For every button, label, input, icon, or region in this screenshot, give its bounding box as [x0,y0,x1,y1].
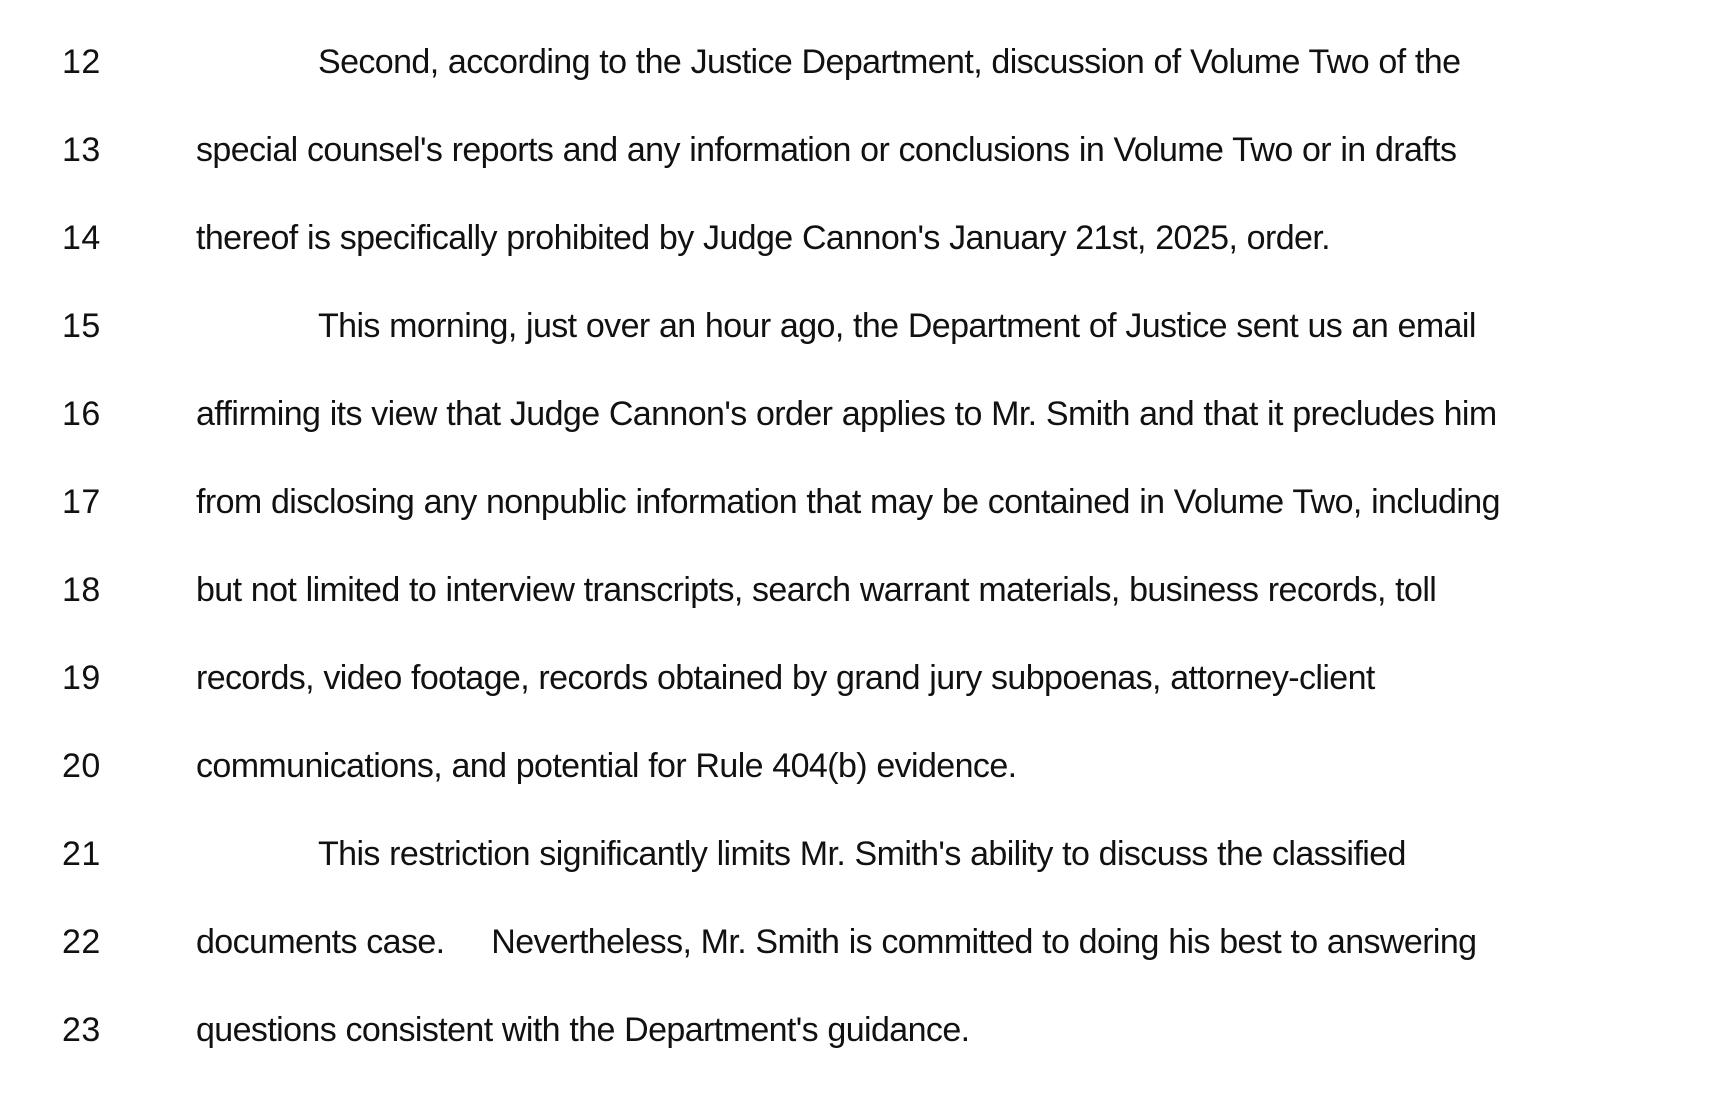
line-number: 18 [62,571,101,609]
transcript-line [0,482,1716,570]
line-text: from disclosing any nonpublic information that may be contained in Volume Two, including [196,483,1500,521]
transcript-line [0,746,1716,834]
line-text: special counsel's reports and any information or conclusions in Volume Two or in drafts [196,131,1457,169]
line-number: 13 [62,131,101,169]
line-text: questions consistent with the Department's guidance. [196,1011,970,1049]
line-number: 16 [62,395,101,433]
line-text: but not limited to interview transcripts, search warrant materials, business records, toll [196,571,1437,609]
transcript-line [0,130,1716,218]
line-number: 15 [62,307,101,345]
transcript-line [0,394,1716,482]
line-text: records, video footage, records obtained by grand jury subpoenas, attorney-client [196,659,1375,697]
line-number: 23 [62,1011,101,1049]
line-text: communications, and potential for Rule 404(b) evidence. [196,747,1017,785]
line-number: 22 [62,923,101,961]
line-text: Second, according to the Justice Department, discussion of Volume Two of the [318,43,1461,81]
transcript-line [0,218,1716,306]
line-number: 20 [62,747,101,785]
line-number: 19 [62,659,101,697]
line-number: 17 [62,483,101,521]
transcript-line [0,922,1716,1010]
line-text: thereof is specifically prohibited by Judge Cannon's January 21st, 2025, order. [196,219,1331,257]
transcript-line [0,42,1716,130]
transcript-line [0,658,1716,746]
transcript-line [0,834,1716,922]
transcript-line [0,570,1716,658]
transcript-line [0,306,1716,394]
line-number: 14 [62,219,101,257]
line-number: 21 [62,835,101,873]
line-text: This restriction significantly limits Mr. Smith's ability to discuss the classified [318,835,1406,873]
line-number: 12 [62,43,101,81]
line-text: affirming its view that Judge Cannon's order applies to Mr. Smith and that it precludes him [196,395,1497,433]
transcript-line [0,1010,1716,1098]
line-text: This morning, just over an hour ago, the Department of Justice sent us an email [318,307,1476,345]
line-text: documents case. Nevertheless, Mr. Smith is committed to doing his best to answering [196,923,1477,961]
